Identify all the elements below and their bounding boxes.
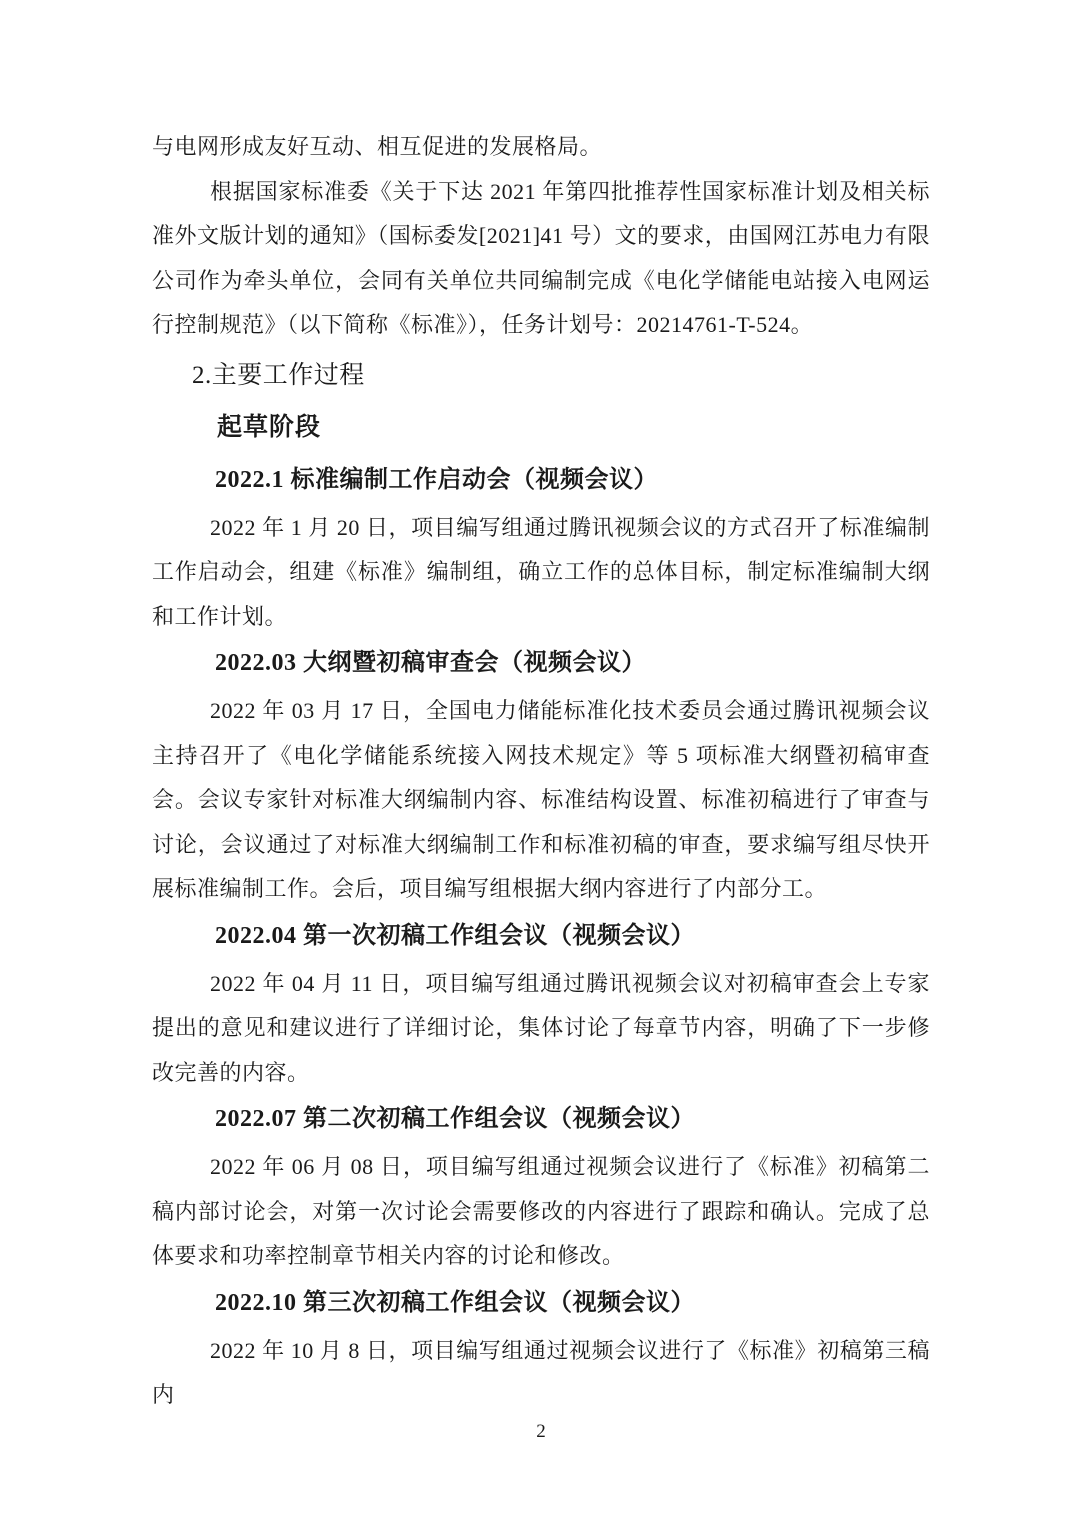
event-body-2022-03: 2022 年 03 月 17 日，全国电力储能标准化技术委员会通过腾讯视频会议主持召开了《电化学储能系统接入网技术规定》等 5 项标准大纲暨初稿审查会。会议专家针对标准大纲编制内容、标准结构设置、标准初稿进行了审查与讨论，会议通过了对标准大纲编制工作和标准初稿的审查，要求编写组尽快开展标准编制工作。会后，项目编写组根据大纲内容进行了内部分工。	[152, 698, 930, 901]
event-heading-2022-1: 2022.1 标准编制工作启动会（视频会议）	[215, 466, 658, 493]
event-body-2022-10: 2022 年 10 月 8 日，项目编写组通过视频会议进行了《标准》初稿第三稿内	[152, 1337, 930, 1407]
event-body-2022-07: 2022 年 06 月 08 日，项目编写组通过视频会议进行了《标准》初稿第二稿内部讨论会，对第一次讨论会需要修改的内容进行了跟踪和确认。完成了总体要求和功率控制章节相关内容的讨论和修改。	[152, 1154, 930, 1268]
event-heading-2022-03: 2022.03 大纲暨初稿审查会（视频会议）	[215, 650, 646, 676]
event-heading-2022-07: 2022.07 第二次初稿工作组会议（视频会议）	[215, 1106, 695, 1132]
event-body-2022-1: 2022 年 1 月 20 日，项目编写组通过腾讯视频会议的方式召开了标准编制工作启动会，组建《标准》编制组，确立工作的总体目标，制定标准编制大纲和工作计划。	[152, 514, 930, 629]
event-body-2022-04: 2022 年 04 月 11 日，项目编写组通过腾讯视频会议对初稿审查会上专家提出的意见和建议进行了详细讨论，集体讨论了每章节内容，明确了下一步修改完善的内容。	[152, 970, 930, 1085]
event-heading-2022-04: 2022.04 第一次初稿工作组会议（视频会议）	[215, 922, 695, 949]
section-title-main-work-process: 2.主要工作过程	[192, 361, 365, 389]
page-number: 2	[536, 1420, 546, 1442]
paragraph-continuation: 与电网形成友好互动、相互促进的发展格局。	[152, 134, 603, 159]
event-heading-2022-10: 2022.10 第三次初稿工作组会议（视频会议）	[215, 1289, 695, 1316]
paragraph-basis: 根据国家标准委《关于下达 2021 年第四批推荐性国家标准计划及相关标准外文版计划的通知》（国标委发[2021]41 号）文的要求，由国网江苏电力有限公司作为牵头单位，会同有关单位共同编制完成《电化学储能电站接入电网运行控制规范》（以下简称《标准》），任务计划号：20214761-T-524。	[152, 178, 930, 337]
stage-heading-drafting: 起草阶段	[217, 413, 322, 441]
